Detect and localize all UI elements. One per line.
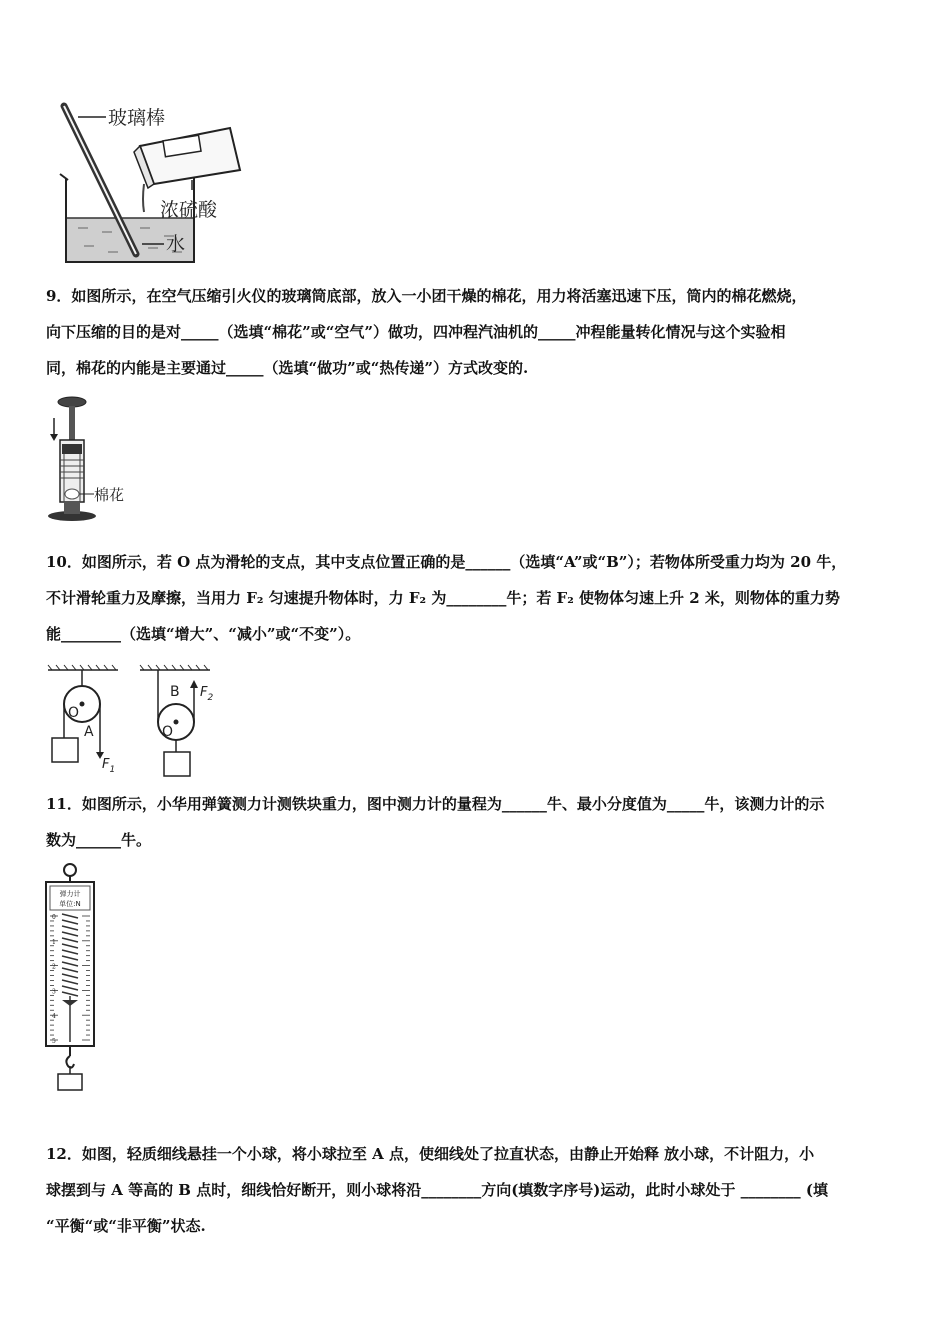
question-12-line-2: 球摆到与 A 等高的 B 点时，细线恰好断开，则小球将沿________方向(填数字序号)运动，此时小球处于 ________ (填: [46, 1181, 828, 1199]
acid-bottle: [134, 128, 240, 188]
cotton-ball: [65, 489, 79, 499]
fire-syringe-figure: [44, 394, 144, 524]
question-10-line-3: 能________（选填“增大”、“减小”或“不变”）。: [46, 625, 361, 643]
point-a-label: A: [84, 724, 94, 740]
glass-rod-label: 玻璃棒: [108, 107, 166, 129]
question-9-line-1: 9．如图所示，在空气压缩引火仪的玻璃筒底部，放入一小团干燥的棉花，用力将活塞迅速下压，筒内的棉花燃烧，: [46, 287, 807, 305]
question-10: [46, 544, 908, 652]
cotton-label: 棉花: [94, 486, 125, 504]
down-arrow-icon: [50, 418, 58, 441]
pivot-b-label: O: [162, 724, 174, 740]
question-11: [46, 786, 908, 858]
scale-tick-label: 0: [52, 914, 56, 921]
question-10-line-1: 10．如图所示，若 O 点为滑轮的支点，其中支点位置正确的是______（选填“A”或“B”）；若物体所受重力均为 20 牛，: [46, 553, 847, 571]
iron-block: [58, 1074, 82, 1090]
question-12-line-1: 12．如图，轻质细线悬挂一个小球，将小球拉至 A 点，使细线处了拉直状态，由静止开始释 放小球，不计阻力，小: [46, 1145, 815, 1163]
question-12-line-3: “平衡“或“非平衡”状态.: [46, 1217, 206, 1235]
pulley-figure: [44, 664, 234, 780]
scale-header-line-1: 弹力计: [59, 890, 81, 898]
force-2-label: $F_2$: [200, 685, 214, 703]
scale-tick-label: 3: [52, 988, 56, 996]
force-1-label: $F_1$: [102, 757, 116, 775]
water-label: 水: [166, 233, 186, 255]
question-12: [46, 1136, 908, 1244]
scale-tick-label: 1: [52, 938, 56, 946]
question-10-line-2: 不计滑轮重力及摩擦，当用力 F₂ 匀速提升物体时，力 F₂ 为________牛；若 F₂ 使物体匀速上升 2 米，则物体的重力势: [46, 589, 840, 607]
question-9-line-3: 同，棉花的内能是主要通过_____（选填“做功”或“热传递”）方式改变的.: [46, 359, 529, 377]
question-9-line-2: 向下压缩的目的是对_____（选填“棉花”或“空气”）做功，四冲程汽油机的_____冲程能量转化情况与这个实验相: [46, 323, 786, 341]
scale-tick-label: 2: [52, 963, 56, 971]
load-block-a: [52, 738, 78, 762]
scale-tick-label: 5: [52, 1038, 56, 1045]
acid-label: 浓硫酸: [160, 199, 218, 221]
pivot-a-label: O: [68, 705, 80, 721]
question-9: [46, 278, 908, 386]
scale-tick-label: 4: [52, 1013, 56, 1021]
beaker-figure: [44, 100, 294, 270]
load-block-b: [164, 752, 190, 776]
point-b-label: B: [170, 684, 180, 700]
spring-scale-figure: [42, 860, 102, 1100]
question-11-line-2: 数为______牛。: [46, 831, 152, 849]
scale-header-line-2: 单位:N: [59, 900, 81, 908]
question-11-line-1: 11．如图所示，小华用弹簧测力计测铁块重力，图中测力计的量程为______牛、最小分度值为_____牛，该测力计的示: [46, 795, 825, 813]
